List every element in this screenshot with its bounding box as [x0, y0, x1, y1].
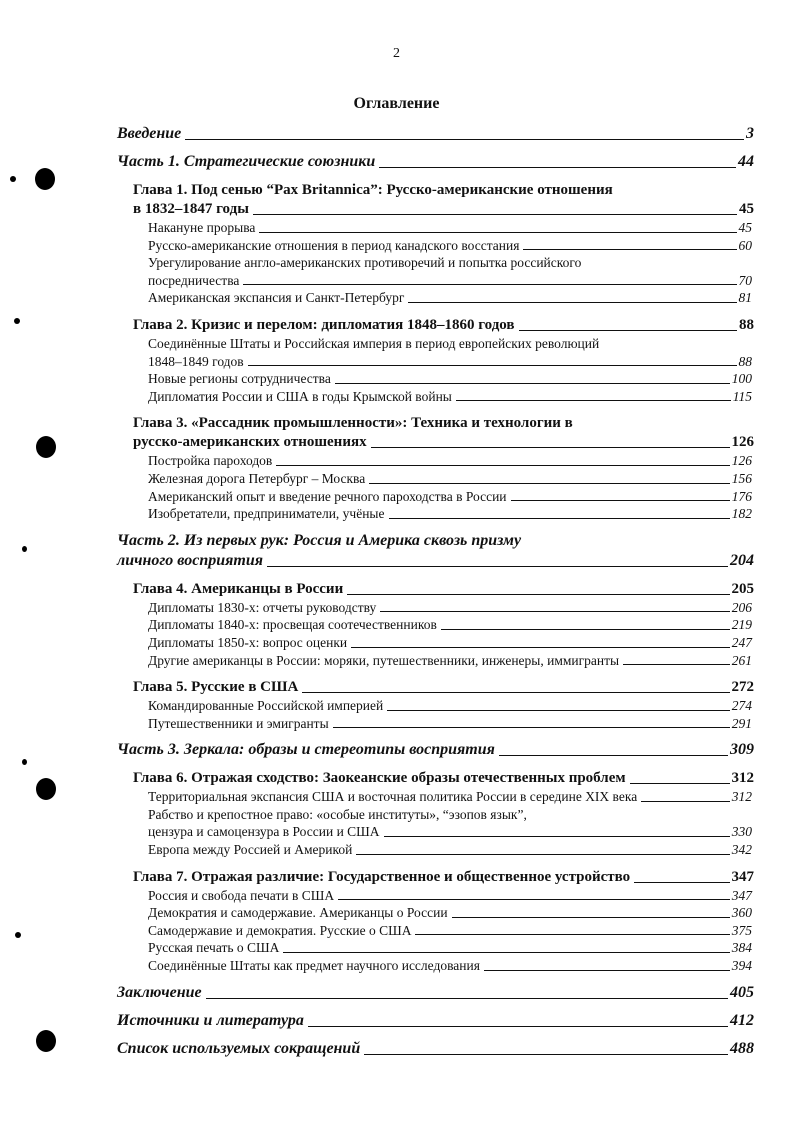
toc-page-number: 488 — [730, 1039, 754, 1057]
toc-entry-title: Накануне прорыва — [148, 220, 256, 235]
scan-speck — [22, 759, 27, 765]
toc-page-number: 126 — [731, 453, 752, 469]
toc-entry-sub — [117, 715, 752, 733]
toc-entry-title: Глава 3. «Рассадник промышленности»: Техника и технологии в — [133, 415, 573, 432]
toc-entry-title: Список используемых сокращений — [117, 1039, 361, 1057]
toc-entry-line — [148, 470, 752, 488]
toc-entry-chapter — [117, 868, 754, 887]
toc-entry-line — [133, 181, 754, 200]
toc-entry-line — [133, 580, 754, 599]
toc-entry-chapter — [117, 580, 754, 599]
toc-entry-title: Самодержавие и демократия. Русские о США — [148, 922, 412, 938]
toc-page-number: 176 — [731, 488, 752, 504]
toc-entry-title: Глава 6. Отражая сходство: Заокеанские образы отечественных проблем — [133, 770, 626, 787]
toc-page-number: 247 — [731, 634, 752, 650]
toc-entry-title: 1848–1849 годов — [148, 353, 244, 369]
toc-entry-line — [133, 769, 754, 788]
toc-entry-sub — [117, 887, 752, 905]
toc-entry-title: Железная дорога Петербург – Москва — [148, 470, 366, 486]
leader-line — [387, 710, 730, 711]
leader-line — [364, 1054, 728, 1055]
toc-entry-line — [117, 1039, 754, 1059]
leader-line — [415, 934, 729, 935]
toc-entry-sub — [117, 505, 752, 523]
toc-page-number: 81 — [738, 290, 752, 306]
toc-entry-line — [148, 616, 752, 634]
toc-entry-sub — [117, 488, 752, 506]
leader-line — [389, 518, 730, 519]
leader-line — [206, 998, 728, 999]
toc-entry-chapter — [117, 769, 754, 788]
toc-entry-title: Другие американцы в России: моряки, путешественники, инженеры, иммигранты — [148, 652, 620, 668]
toc-entry-title: Соединённые Штаты и Российская империя в период европейских революций — [148, 335, 600, 351]
toc-entry-title: Введение — [117, 125, 182, 142]
toc-page-number: 88 — [738, 353, 752, 369]
toc-entry-title: Россия и свобода печати в США — [148, 887, 335, 903]
toc-entry-line — [117, 124, 754, 144]
leader-line — [185, 139, 744, 140]
leader-line — [356, 854, 729, 855]
toc-entry-title: Путешественники и эмигранты — [148, 715, 329, 731]
leader-line — [338, 899, 730, 900]
toc-entry-title: цензура и самоцензура в России и США — [148, 824, 380, 840]
leader-line — [333, 727, 730, 728]
toc-entry-line — [148, 788, 752, 806]
toc-entry-sub — [117, 904, 752, 922]
toc-page-number: 272 — [731, 679, 754, 696]
leader-line — [452, 917, 730, 918]
leader-line — [641, 801, 730, 802]
toc-entry-line — [148, 806, 752, 824]
toc-entry-line — [148, 939, 752, 957]
toc-entry-title: Дипломаты 1830-х: отчеты руководству — [148, 599, 377, 615]
scan-speck — [14, 318, 20, 324]
leader-line — [623, 664, 730, 665]
toc-page-number: 347 — [731, 887, 752, 903]
toc-entry-line — [148, 353, 752, 371]
toc-entry-title: Американский опыт и введение речного пароходства в России — [148, 488, 507, 504]
toc-entry-sub — [117, 652, 752, 670]
leader-line — [308, 1026, 728, 1027]
toc-page-number: 412 — [730, 1011, 754, 1029]
leader-line — [243, 284, 736, 285]
toc-entry-chapter — [117, 678, 754, 697]
binder-hole-mark — [36, 778, 56, 800]
toc-entry-title: Глава 4. Американцы в России — [133, 580, 344, 597]
toc-entry-title: Дипломаты 1840-х: просвещая соотечественников — [148, 617, 437, 633]
toc-page-number: 45 — [738, 220, 752, 235]
toc-entry-line — [148, 370, 752, 388]
toc-entry-title: Глава 1. Под сенью “Pax Britannica”: Русско-американские отношения — [133, 182, 613, 198]
leader-line — [302, 692, 729, 693]
toc-entry-title: Командированные Российской империей — [148, 698, 384, 714]
toc-entry-sub — [117, 335, 752, 370]
toc-entry-title: Часть 3. Зеркала: образы и стереотипы восприятия — [117, 741, 495, 759]
toc-entry-title: Глава 7. Отражая различие: Государственное и общественное устройство — [133, 868, 631, 885]
toc-page-number: 70 — [738, 272, 752, 288]
toc-page-number: 347 — [731, 868, 754, 885]
leader-line — [276, 465, 729, 466]
page-number: 2 — [393, 46, 400, 61]
toc-entry-line — [148, 289, 752, 307]
toc-entry-title: Новые регионы сотрудничества — [148, 371, 331, 387]
toc-entry-line — [148, 957, 752, 975]
toc-entry-sub — [117, 788, 752, 806]
toc-entry-title: Урегулирование англо-американских противоречий и попытка российского — [148, 255, 582, 271]
toc-entry-part — [117, 983, 754, 1003]
toc-page-number: 88 — [739, 316, 754, 333]
toc-entry-sub — [117, 841, 752, 859]
toc-page-number: 312 — [731, 789, 752, 805]
leader-line — [511, 500, 730, 501]
toc-page-number: 3 — [746, 125, 754, 142]
toc-entry-title: Демократия и самодержавие. Американцы о России — [148, 905, 448, 921]
toc-page-number: 309 — [730, 741, 754, 759]
leader-line — [335, 383, 730, 384]
toc-entry-sub — [117, 254, 752, 289]
toc-entry-part — [117, 1011, 754, 1031]
toc-entry-sub — [117, 599, 752, 617]
toc-page-number: 405 — [730, 983, 754, 1001]
toc-page-number: 182 — [731, 506, 752, 522]
toc-entry-title: Рабство и крепостное право: «особые институты», “эзопов язык”, — [148, 806, 527, 822]
toc-entry-title: Часть 2. Из первых рук: Россия и Америка сквозь призму — [117, 531, 522, 549]
leader-line — [253, 214, 737, 215]
table-of-contents — [117, 124, 754, 1059]
binder-hole-mark — [36, 1030, 56, 1052]
toc-entry-title: Часть 1. Стратегические союзники — [117, 153, 376, 170]
toc-entry-line — [148, 887, 752, 905]
toc-entry-part — [117, 124, 754, 144]
toc-entry-sub — [117, 697, 752, 715]
toc-entry-line — [148, 254, 752, 272]
leader-line — [248, 365, 737, 366]
leader-line — [351, 647, 730, 648]
toc-entry-sub — [117, 616, 752, 634]
toc-entry-sub — [117, 470, 752, 488]
toc-entry-line — [148, 697, 752, 715]
toc-entry-line — [148, 272, 752, 290]
toc-entry-chapter — [117, 414, 754, 452]
leader-line — [441, 629, 730, 630]
toc-entry-title: посредничества — [148, 272, 240, 288]
toc-page-number: 204 — [730, 551, 754, 569]
toc-entry-part — [117, 152, 754, 172]
toc-entry-line — [133, 678, 754, 697]
leader-line — [523, 249, 736, 250]
toc-entry-title: Постройка пароходов — [148, 453, 273, 469]
binder-hole-mark — [36, 436, 56, 458]
toc-entry-title: Территориальная экспансия США и восточная политика России в середине XIX века — [148, 789, 638, 805]
toc-entry-line — [148, 452, 752, 470]
toc-entry-line — [148, 652, 752, 670]
toc-page-number: 126 — [731, 434, 754, 451]
toc-entry-part — [117, 740, 754, 760]
toc-entry-line — [148, 634, 752, 652]
toc-entry-line — [148, 715, 752, 733]
toc-page-number: 45 — [739, 201, 754, 217]
toc-entry-sub — [117, 289, 752, 307]
leader-line — [369, 483, 730, 484]
toc-entry-sub — [117, 237, 752, 255]
leader-line — [380, 611, 729, 612]
leader-line — [408, 302, 736, 303]
toc-page-number: 60 — [738, 237, 752, 253]
toc-entry-line — [148, 219, 752, 237]
toc-entry-line — [117, 551, 754, 571]
toc-entry-title: Изобретатели, предприниматели, учёные — [148, 506, 385, 522]
toc-entry-line — [117, 531, 754, 551]
toc-entry-line — [148, 237, 752, 255]
toc-page-number: 291 — [731, 715, 752, 731]
toc-entry-sub — [117, 957, 752, 975]
toc-entry-title: Русская печать о США — [148, 940, 280, 956]
toc-page-number: 100 — [731, 371, 752, 387]
toc-entry-line — [117, 983, 754, 1003]
toc-entry-title: Глава 5. Русские в США — [133, 679, 299, 696]
toc-entry-line — [133, 316, 754, 335]
toc-page-number: 384 — [731, 940, 752, 956]
leader-line — [499, 755, 728, 756]
toc-entry-title: русско-американских отношениях — [133, 434, 367, 451]
toc-entry-line — [148, 922, 752, 940]
leader-line — [484, 970, 730, 971]
toc-entry-line — [148, 823, 752, 841]
toc-entry-line — [133, 433, 754, 452]
toc-entry-chapter — [117, 181, 754, 219]
toc-entry-sub — [117, 219, 752, 237]
toc-page-number: 156 — [731, 470, 752, 486]
toc-page-number: 219 — [731, 617, 752, 633]
toc-entry-line — [133, 414, 754, 433]
toc-entry-title: личного восприятия — [117, 551, 263, 569]
toc-entry-sub — [117, 388, 752, 406]
toc-entry-line — [133, 868, 754, 887]
toc-entry-title: в 1832–1847 годы — [133, 201, 249, 217]
toc-entry-sub — [117, 922, 752, 940]
toc-entry-line — [148, 505, 752, 523]
toc-entry-line — [133, 200, 754, 219]
leader-line — [630, 783, 730, 784]
toc-entry-line — [148, 488, 752, 506]
toc-entry-title: Американская экспансия и Санкт-Петербург — [148, 290, 405, 306]
toc-page-number: 375 — [731, 922, 752, 938]
toc-entry-line — [117, 1011, 754, 1031]
toc-entry-sub — [117, 452, 752, 470]
leader-line — [384, 836, 730, 837]
leader-line — [634, 882, 729, 883]
toc-page-number: 115 — [732, 388, 752, 404]
toc-page-number: 44 — [738, 153, 754, 170]
toc-title: Оглавление — [353, 95, 440, 112]
toc-page-number: 360 — [731, 905, 752, 921]
toc-page-number: 342 — [731, 842, 752, 858]
toc-entry-title: Дипломатия России и США в годы Крымской войны — [148, 388, 452, 404]
toc-page-number: 330 — [731, 824, 752, 840]
toc-entry-part — [117, 1039, 754, 1059]
toc-entry-title: Русско-американские отношения в период канадского восстания — [148, 237, 520, 253]
toc-entry-sub — [117, 370, 752, 388]
leader-line — [347, 594, 729, 595]
toc-entry-title: Глава 2. Кризис и перелом: дипломатия 1848–1860 годов — [133, 316, 515, 333]
toc-page-number: 394 — [731, 958, 752, 974]
leader-line — [519, 330, 737, 331]
toc-entry-title: Европа между Россией и Америкой — [148, 842, 353, 858]
toc-entry-sub — [117, 939, 752, 957]
scan-speck — [10, 176, 16, 182]
leader-line — [283, 952, 729, 953]
toc-page-number: 261 — [731, 652, 752, 668]
scan-speck — [22, 546, 27, 552]
binder-hole-mark — [35, 168, 55, 190]
toc-page-number: 312 — [731, 770, 754, 787]
toc-entry-title: Дипломаты 1850-х: вопрос оценки — [148, 634, 348, 650]
toc-entry-title: Соединённые Штаты как предмет научного исследования — [148, 958, 480, 974]
leader-line — [267, 566, 728, 567]
toc-entry-line — [148, 841, 752, 859]
toc-entry-title: Заключение — [117, 983, 202, 1001]
toc-page-number: 274 — [731, 698, 752, 714]
scan-speck — [15, 932, 21, 938]
leader-line — [379, 167, 736, 168]
toc-entry-line — [148, 388, 752, 406]
toc-entry-line — [148, 335, 752, 353]
toc-entry-line — [117, 740, 754, 760]
leader-line — [259, 232, 736, 233]
toc-entry-sub — [117, 634, 752, 652]
toc-entry-sub — [117, 806, 752, 841]
toc-entry-line — [148, 904, 752, 922]
toc-entry-title: Источники и литература — [117, 1011, 304, 1029]
leader-line — [371, 447, 730, 448]
toc-entry-line — [117, 152, 754, 172]
toc-entry-line — [148, 599, 752, 617]
leader-line — [456, 400, 731, 401]
toc-entry-part — [117, 531, 754, 571]
toc-page-number: 205 — [731, 580, 754, 597]
toc-entry-chapter — [117, 316, 754, 335]
toc-page-number: 206 — [731, 599, 752, 615]
